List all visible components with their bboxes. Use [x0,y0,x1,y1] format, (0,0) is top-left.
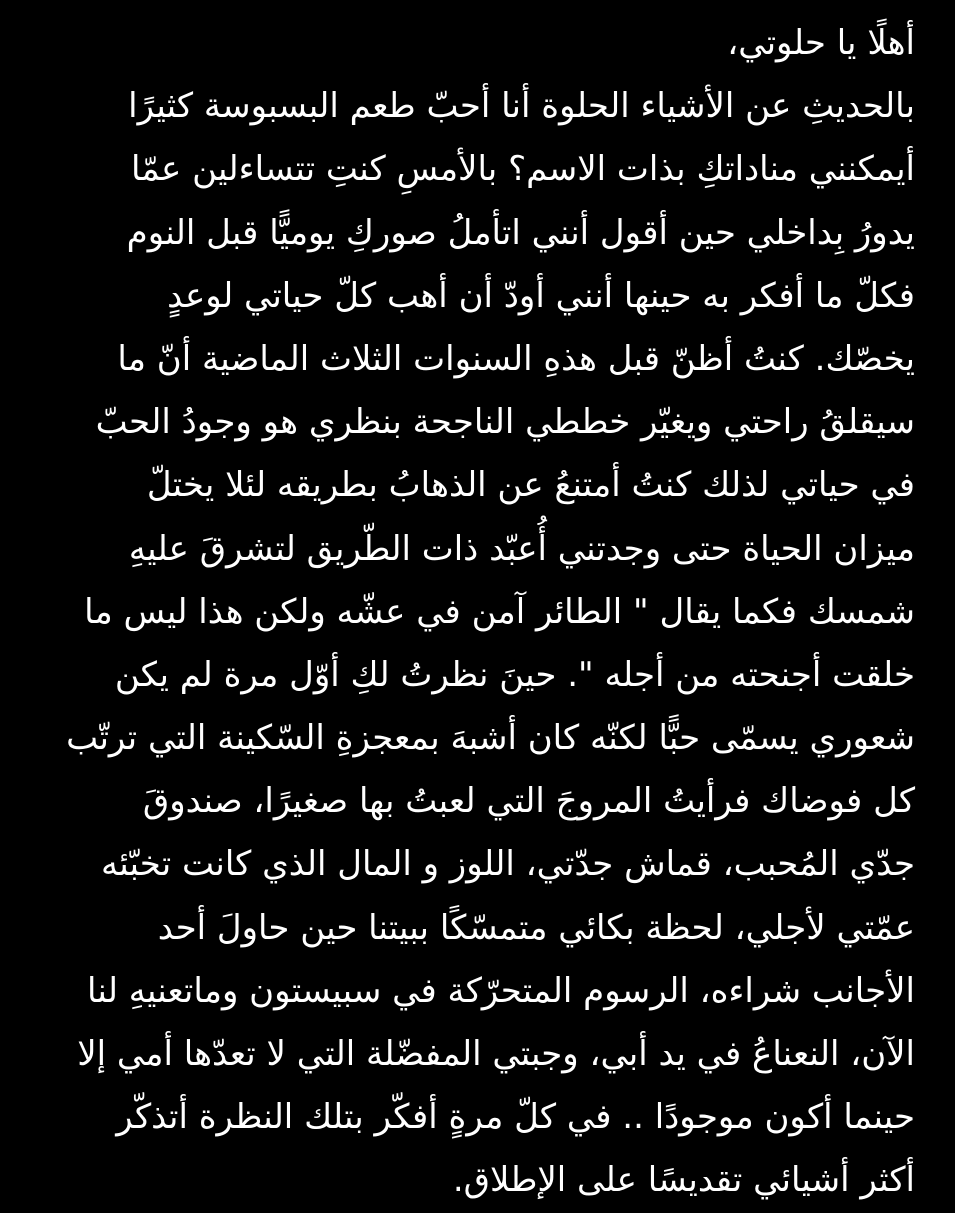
text-line: في حياتي لذلك كنتُ أمتنعُ عن الذهابُ بطريقه لئلا يختلّ [146,465,915,506]
text-line: فكلّ ما أفكر به حينها أنني أودّ أن أهب كلّ حياتي لوعدٍ [167,275,915,316]
text-line: شمسك فكما يقال " الطائر آمن في عشّه ولكن هذا ليس ما [84,591,915,632]
text-line: خلقت أجنحته من أجله ". حينَ نظرتُ لكِ أوّل مرة لم يكن [114,654,915,695]
text-line: الأجانب شراءه، الرسوم المتحرّكة في سبيستون وماتعنيهِ لنا [86,970,915,1011]
text-line: ميزان الحياة حتى وجدتني أُعبّد ذات الطّريق لتشرقَ عليهِ [128,528,915,569]
text-line: الآن، النعناعُ في يد أبي، وجبتي المفضّلة التي لا تعدّها أمي إلا [77,1034,915,1074]
text-line: أكثر أشيائي تقديسًا على الإطلاق. [452,1160,915,1201]
text-line: جدّي المُحبب، قماش جدّتي، اللوز و المال الذي كانت تخبّئه [101,844,915,885]
text-line: يخصّك. كنتُ أظنّ قبل هذهِ السنوات الثلاث الماضية أنّ ما [117,338,915,379]
text-line: سيقلقُ راحتي ويغيّر خططي الناجحة بنظري هو وجودُ الحبّ [95,402,915,443]
note-text [40,12,915,1213]
text-line: عمّتي لأجلي، لحظة بكائي متمسّكًا ببيتنا حين حاولَ أحد [157,907,915,948]
text-line: بالحديثِ عن الأشياء الحلوة أنا أحبّ طعم البسبوسة كثيرًا [128,86,915,127]
text-line: يدورُ بِداخلي حين أقول أنني اتأملُ صوركِ يوميًّا قبل النوم [126,212,915,253]
text-line: شعوري يسمّى حبًّا لكنّه كان أشبهَ بمعجزةِ السّكينة التي ترتّب [66,718,915,759]
text-line: حينما أكون موجودًا .. في كلّ مرةٍ أفكّر بتلك النظرة أتذكّر [116,1097,915,1138]
text-line: أيمكنني مناداتكِ بذات الاسم؟ بالأمسِ كنتِ تتساءلين عمّا [131,149,915,190]
text-line: كل فوضاك فرأيتُ المروجَ التي لعبتُ بها صغيرًا، صندوقَ [142,781,915,822]
text-line: أهلًا يا حلوتي، [727,23,915,63]
